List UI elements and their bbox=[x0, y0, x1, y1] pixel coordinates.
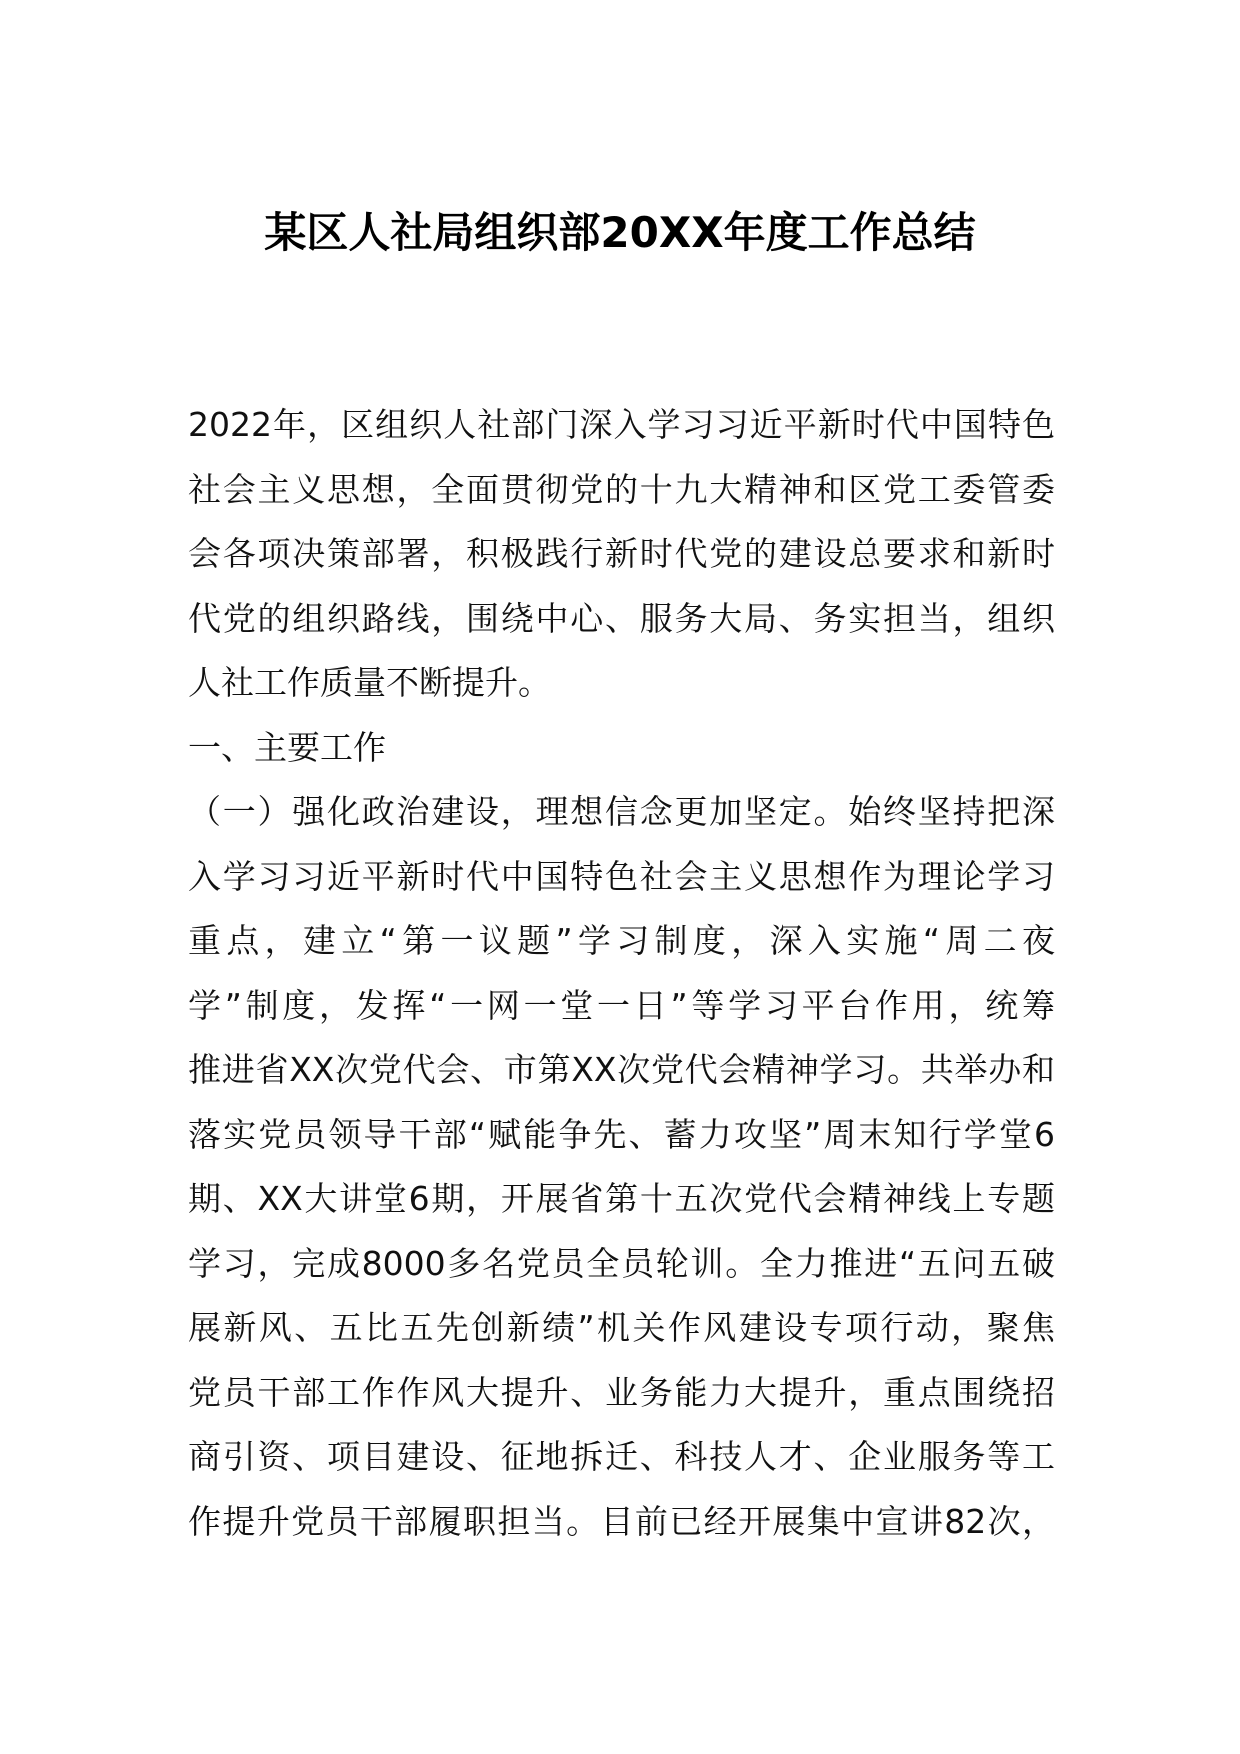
body-line: 学”制度，发挥“一网一堂一日”等学习平台作用，统筹 bbox=[188, 985, 1055, 1025]
body-line: 作提升党员干部履职担当。目前已经开展集中宣讲82次， bbox=[188, 1501, 1055, 1541]
document-body bbox=[188, 393, 1055, 1554]
body-line: 商引资、项目建设、征地拆迁、科技人才、企业服务等工 bbox=[188, 1437, 1055, 1476]
body-line: 展新风、五比五先创新绩”机关作风建设专项行动，聚焦 bbox=[188, 1308, 1055, 1347]
body-line: 代党的组织路线，围绕中心、服务大局、务实担当，组织 bbox=[188, 598, 1055, 638]
section-heading: 一、主要工作 bbox=[188, 727, 386, 767]
body-line: 推进省XX次党代会、市第XX次党代会精神学习。共举办和 bbox=[188, 1050, 1055, 1089]
body-line: 入学习习近平新时代中国特色社会主义思想作为理论学习 bbox=[188, 856, 1055, 896]
body-line: 期、XX大讲堂6期，开展省第十五次党代会精神线上专题 bbox=[188, 1179, 1055, 1218]
body-line: （一）强化政治建设，理想信念更加坚定。始终坚持把深 bbox=[188, 792, 1055, 831]
body-line: 人社工作质量不断提升。 bbox=[188, 663, 551, 702]
body-line: 重点，建立“第一议题”学习制度，深入实施“周二夜 bbox=[188, 921, 1055, 960]
body-line: 社会主义思想，全面贯彻党的十九大精神和区党工委管委 bbox=[188, 469, 1055, 509]
body-line: 党员干部工作作风大提升、业务能力大提升，重点围绕招 bbox=[188, 1372, 1055, 1412]
body-line: 落实党员领导干部“赋能争先、蓄力攻坚”周末知行学堂6 bbox=[188, 1114, 1055, 1154]
body-line: 会各项决策部署，积极践行新时代党的建设总要求和新时 bbox=[188, 534, 1055, 573]
body-line: 学习，完成8000多名党员全员轮训。全力推进“五问五破 bbox=[188, 1243, 1055, 1283]
body-line: 2022年，区组织人社部门深入学习习近平新时代中国特色 bbox=[188, 405, 1055, 444]
document-title: 某区人社局组织部20XX年度工作总结 bbox=[264, 208, 976, 257]
